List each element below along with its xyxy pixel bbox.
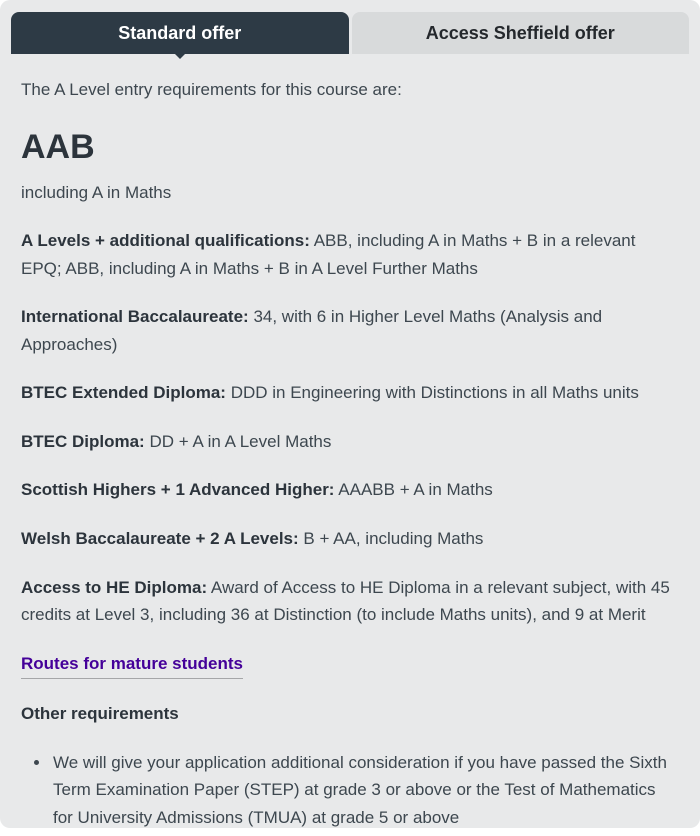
requirement-access-to-he-diploma	[21, 574, 679, 629]
offer-tabs	[0, 0, 700, 54]
requirement-label: Welsh Baccalaureate + 2 A Levels:	[21, 528, 299, 548]
requirement-scottish-highers	[21, 476, 679, 504]
requirement-btec-diploma	[21, 428, 679, 456]
list-item: • We will give your application additional consideration if you have passed the Sixth Term Examination Paper (STEP) at grade 3 or above or the Test of Mathematics for University Admissions (TMUA) at grade 5 or above	[51, 749, 679, 828]
mature-students-row	[21, 650, 679, 680]
requirement-text: AAABB + A in Maths	[338, 480, 493, 500]
requirement-international-baccalaureate	[21, 303, 679, 358]
requirement-welsh-baccalaureate	[21, 525, 679, 553]
tab-access-sheffield-offer-label: Access Sheffield offer	[425, 22, 615, 43]
requirement-label: International Baccalaureate:	[21, 307, 249, 327]
tab-standard-offer[interactable]	[11, 12, 349, 54]
requirement-text: B + AA, including Maths	[303, 528, 484, 548]
requirement-a-levels-additional	[21, 227, 679, 282]
tab-access-sheffield-offer[interactable]	[352, 12, 690, 54]
requirement-label: BTEC Diploma:	[21, 431, 145, 451]
other-requirements-heading: Other requirements	[21, 704, 179, 724]
tab-panel-standard-offer	[0, 54, 700, 828]
requirement-text: DDD in Engineering with Distinctions in all Maths units	[230, 383, 639, 403]
tab-standard-offer-label: Standard offer	[118, 22, 242, 43]
active-tab-pointer-icon	[174, 53, 186, 59]
requirement-label: Access to HE Diploma:	[21, 577, 208, 597]
requirement-btec-extended-diploma	[21, 379, 679, 407]
requirement-text: Award of Access to HE Diploma in a relevant subject, with 45 credits at Level 3, including 36 at Distinction (to include Maths units), and 9 at Merit	[21, 577, 670, 625]
routes-for-mature-students-link[interactable]: Routes for mature students	[21, 650, 243, 680]
other-requirements-list	[21, 749, 679, 828]
requirement-text: 34, with 6 in Higher Level Maths (Analysis and Approaches)	[21, 307, 603, 354]
requirement-text: DD + A in A Level Maths	[149, 431, 332, 451]
intro-text: The A Level entry requirements for this course are:	[21, 80, 402, 99]
requirement-label: Scottish Highers + 1 Advanced Higher:	[21, 480, 335, 500]
requirement-text: ABB, including A in Maths + B in a relevant EPQ; ABB, including A in Maths + B in A Level Further Maths	[21, 231, 636, 278]
grade-heading: AAB	[21, 127, 95, 166]
requirement-label: A Levels + additional qualifications:	[21, 231, 310, 251]
grade-note: including A in Maths	[21, 182, 172, 202]
requirement-label: BTEC Extended Diploma:	[21, 383, 226, 403]
